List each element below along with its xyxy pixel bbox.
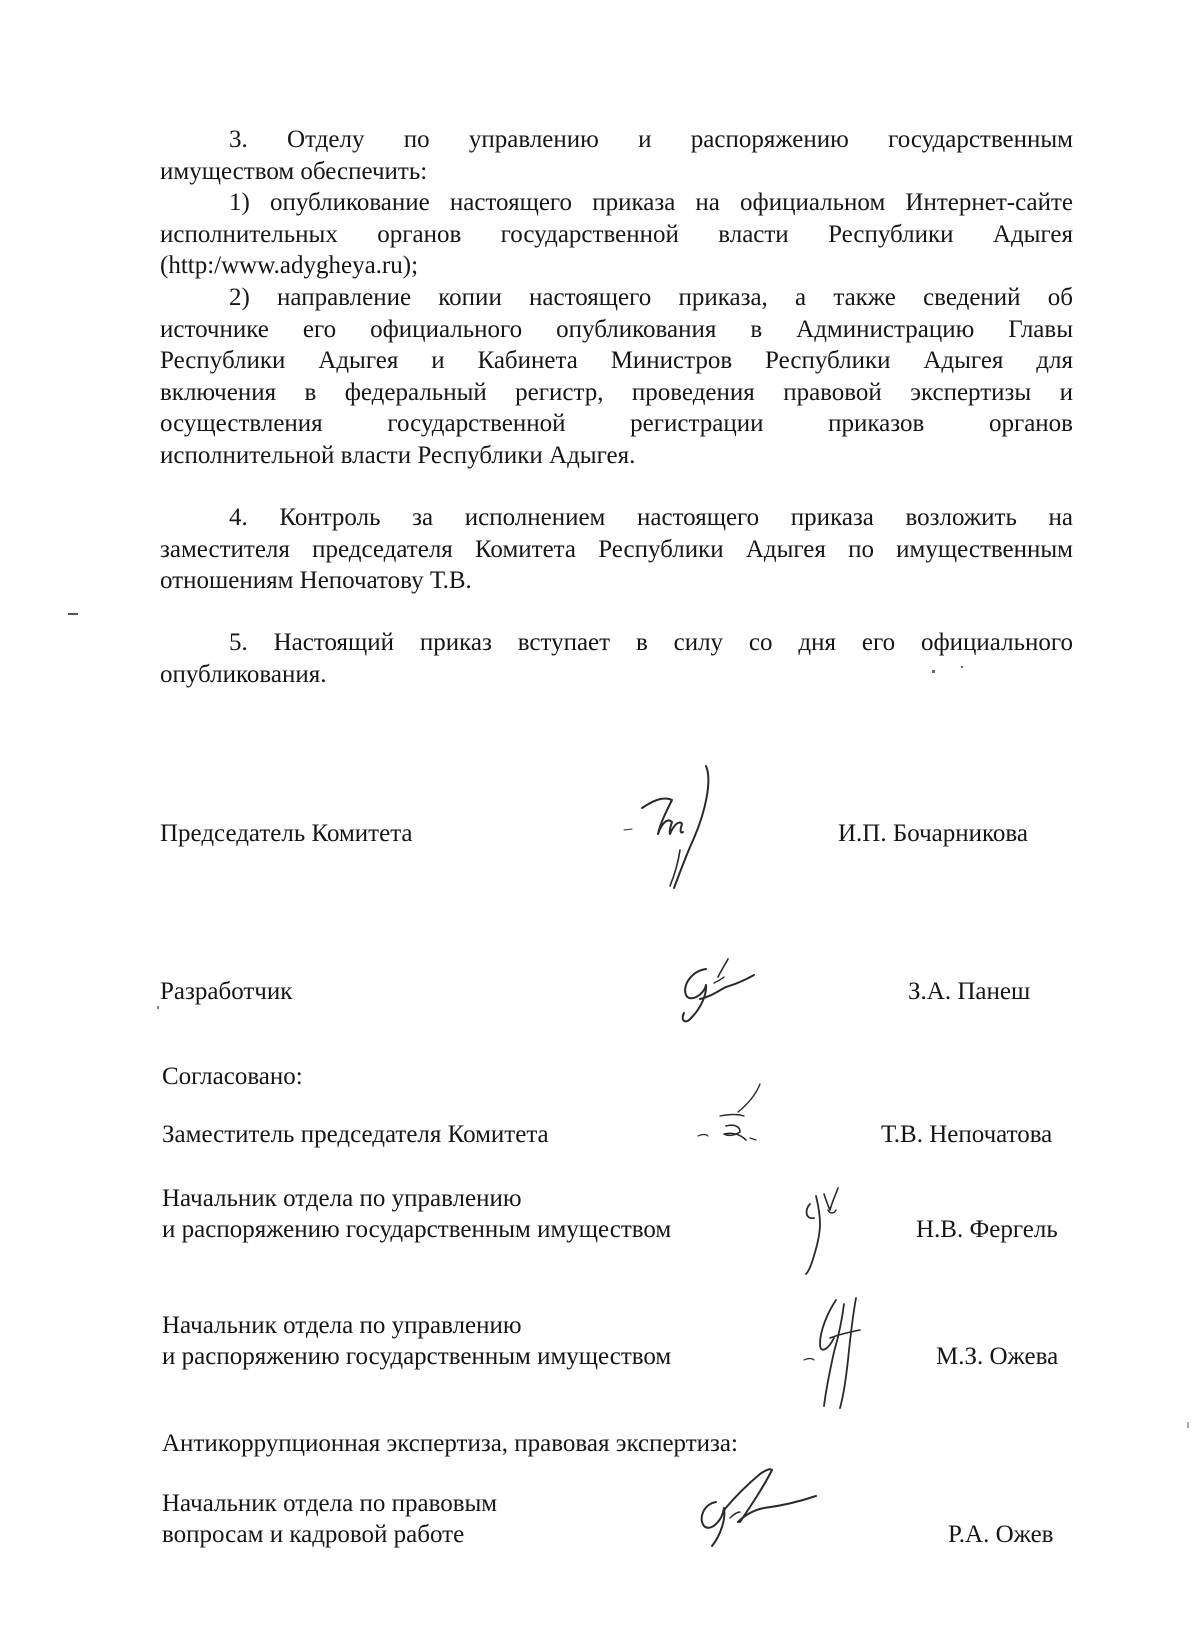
developer-title: Разработчик [160,978,293,1005]
chairman-title: Председатель Комитета [160,820,413,847]
item-3-sub2-line-5: осуществления государственной регистрации приказов органов [160,410,1073,438]
item-3-sub2-line-6: исполнительной власти Республики Адыгея. [160,441,636,469]
expertise-label: Антикоррупционная экспертиза, правовая экспертиза: [162,1430,738,1457]
scan-speck [932,670,935,673]
head2-title-line-2: и распоряжению государственным имуществом [162,1343,672,1370]
scan-speck [68,613,78,615]
developer-name: З.А. Панеш [908,978,1031,1005]
legal-title-line-1: Начальник отдела по правовым [162,1490,498,1517]
scan-speck [961,666,963,668]
item-3-sub2-line-2: источнике его официального опубликования в Администрацию Главы [160,315,1073,343]
head1-title-line-2: и распоряжению государственным имуществом [162,1216,672,1243]
item-5-line-2: опубликования. [160,660,327,688]
deputy-title: Заместитель председателя Комитета [162,1121,549,1148]
item-3-sub2-line-3: Республики Адыгея и Кабинета Министров Республики Адыгея для [160,347,1073,375]
chairman-signature [620,760,730,900]
item-3 [160,124,1073,472]
item-4-line-1: 4. Контроль за исполнением настоящего приказа возложить на [229,504,1073,531]
developer-signature [670,955,770,1035]
item-4 [160,502,1073,597]
head1-name: Н.В. Фергель [916,1216,1058,1243]
scan-speck [157,1006,159,1009]
legal-name: Р.А. Ожев [948,1521,1054,1548]
agreed-label: Согласовано: [162,1063,303,1090]
head1-title-line-1: Начальник отдела по управлению [162,1185,522,1212]
head2-signature [790,1290,900,1420]
item-3-sub2-line-4: включения в федеральный регистр, проведения правовой экспертизы и [160,378,1073,406]
item-4-line-2: заместителя председателя Комитета Республики Адыгея по имущественным [160,535,1073,563]
head2-name: М.З. Ожева [936,1343,1059,1370]
chairman-name: И.П. Бочарникова [838,820,1028,847]
item-3-sub1-line-3: (http:/www.adygheya.ru); [160,252,419,280]
item-3-sub1-line-1: 1) опубликование настоящего приказа на официальном Интернет-сайте [229,189,1073,217]
deputy-signature [690,1080,780,1160]
item-5 [160,627,1073,690]
item-3-line-2: имуществом обеспечить: [160,157,428,185]
scan-speck [1187,1422,1189,1428]
legal-signature [690,1460,830,1560]
legal-title-line-2: вопросам и кадровой работе [162,1521,465,1548]
head1-signature [790,1180,860,1280]
item-3-sub2-line-1: 2) направление копии настоящего приказа, а также сведений об [229,283,1073,311]
head2-title-line-1: Начальник отдела по управлению [162,1312,522,1339]
deputy-name: Т.В. Непочатова [881,1121,1053,1148]
item-4-line-3: отношениям Непочатову Т.В. [160,567,472,595]
item-5-line-1: 5. Настоящий приказ вступает в силу со дня его официального [229,629,1073,656]
item-3-sub1-line-2: исполнительных органов государственной власти Республики Адыгея [160,220,1073,248]
item-3-line-1: 3. Отделу по управлению и распоряжению государственным [229,126,1073,153]
